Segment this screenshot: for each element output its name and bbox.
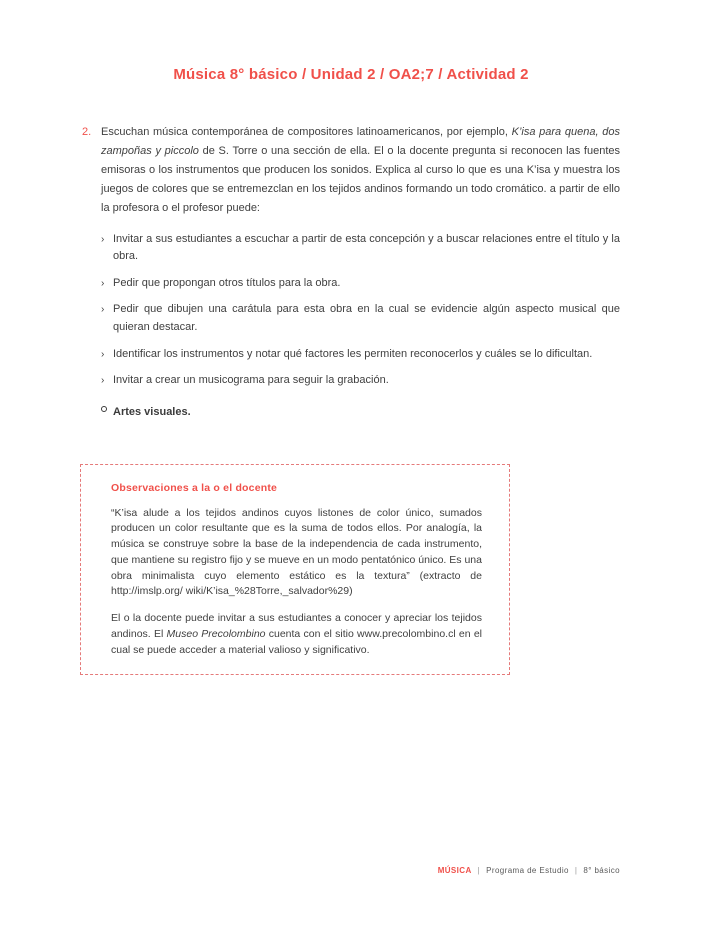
chevron-bullet-icon: › <box>101 348 105 360</box>
observations-text-end: en el cual se puede acceder a material valioso y significativo. <box>111 627 482 656</box>
chevron-bullet-icon: › <box>101 233 105 245</box>
work-title-italic: K’isa para quena, dos zampoñas y piccolo <box>101 126 620 157</box>
footer-program: Programa de Estudio <box>486 866 569 875</box>
observations-quote-text: “K’isa alude a los tejidos andinos cuyos listones de color único, sumados producen un color resultante que es la suma de todos ellos. Por analogía, la música se construye sobre la base de la independencia de cada instrumento, que mantiene su registro fijo y se mueve en un modo pentatónico único. Es una obra minimalista cuyo elemento estático es la textura” (extracto de <box>111 506 482 582</box>
list-item <box>101 231 620 266</box>
cross-reference-label: Artes visuales. <box>113 405 191 418</box>
museo-precolombino-italic: Museo Precolombino <box>166 627 266 640</box>
footer-brand: MÚSICA <box>437 866 472 875</box>
suggestions-list <box>101 231 620 390</box>
list-item-text: Pedir que propongan otros títulos para la obra. <box>113 276 341 289</box>
imslp-url: http://imslp.org/ wiki/K’isa_%28Torre,_salvador%29 <box>111 585 350 598</box>
chevron-bullet-icon: › <box>101 277 105 289</box>
activity-section <box>82 123 620 418</box>
list-item-text: Invitar a crear un musicograma para seguir la grabación. <box>113 374 389 387</box>
intro-text-start: Escuchan música contemporánea de compositores latinoamericanos, por ejemplo, <box>101 126 512 138</box>
list-item-text: Identificar los instrumentos y notar qué factores les permiten reconocerlos y cuáles se lo dificultan. <box>113 347 593 360</box>
activity-number: 2. <box>82 126 92 138</box>
footer-grade: 8° básico <box>583 866 620 875</box>
activity-body <box>101 123 620 418</box>
cross-reference <box>101 406 620 418</box>
list-item <box>101 301 620 336</box>
page-footer <box>438 866 620 875</box>
precolombino-url: www.precolombino.cl <box>357 627 456 640</box>
teacher-observations-box <box>80 464 510 676</box>
footer-separator: | <box>477 866 481 875</box>
cross-reference-icon <box>101 406 107 412</box>
observations-paragraph-2 <box>111 611 482 658</box>
list-item <box>101 372 620 390</box>
page-title: Música 8° básico / Unidad 2 / OA2;7 / Actividad 2 <box>173 66 529 83</box>
list-item-text: Pedir que dibujen una carátula para esta obra en la cual se evidencie algún aspecto musical que quieran destacar. <box>113 303 620 333</box>
observations-text-start: El o la docente puede invitar a sus estudiantes a conocer y apreciar los tejidos andinos. El <box>111 612 482 640</box>
activity-intro-paragraph <box>101 123 620 218</box>
chevron-bullet-icon: › <box>101 304 105 316</box>
list-item <box>101 346 620 364</box>
list-item <box>101 275 620 293</box>
footer-separator: | <box>574 866 578 875</box>
list-item-text: Invitar a sus estudiantes a escuchar a partir de esta concepción y a buscar relaciones entre el título y la obra. <box>113 232 620 263</box>
chevron-bullet-icon: › <box>101 375 105 387</box>
intro-text-end: de S. Torre o una sección de ella. El o la docente pregunta si reconocen las fuentes emisoras o los instrumentos que producen los sonidos. Explica al curso lo que es una K’isa y muestra los juegos de colores que se entremezclan en los tejidos andinos formando un todo cromático. a partir de ello la profesora o el profesor puede: <box>101 144 620 214</box>
observations-title: Observaciones a la o el docente <box>111 481 278 494</box>
observations-paragraph-1 <box>111 506 482 601</box>
observations-text-mid: cuenta con el sitio <box>265 627 358 640</box>
observations-quote-close: ) <box>349 585 353 598</box>
